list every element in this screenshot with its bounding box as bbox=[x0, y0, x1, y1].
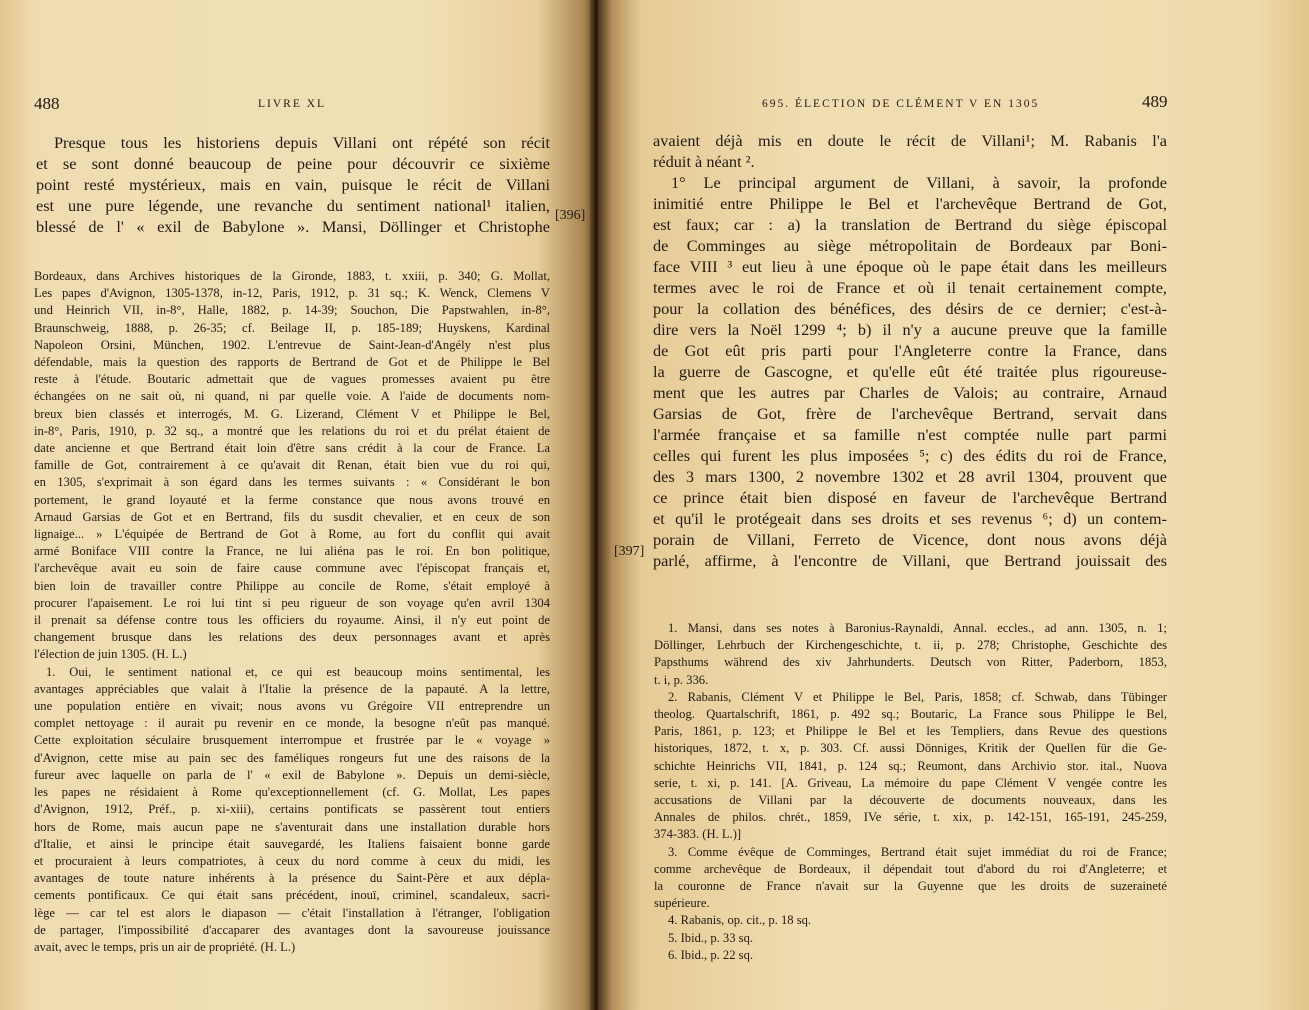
right-margin-number: [397] bbox=[614, 544, 645, 559]
text-line: blessé de l' « exil de Babylone ». Mansi, Döllinger et Christophe bbox=[36, 217, 550, 236]
note-line: échangées on ne sait où, ni quand, ni par quelle voie. A l'aide de documents nom- bbox=[34, 389, 550, 404]
text-line: porain de Villani, Ferreto de Vicence, dont nous avons déjà bbox=[653, 530, 1167, 549]
note-line: avantages de toute nature inhérents à la présence du Saint-Père et aux dépla- bbox=[34, 871, 550, 886]
text-line: pour la collation des bénéfices, des désirs de ce dernier; c'est-à- bbox=[653, 299, 1167, 318]
note-line: lignaige... » L'équipée de Bertrand de Got à Rome, au fort du conflit qui avait bbox=[34, 527, 550, 542]
text-line: dire vers la Noël 1299 ⁴; b) il n'y a aucune preuve que la famille bbox=[653, 320, 1167, 339]
note-line: avait, avec le temps, pris un air de propriété. (H. L.) bbox=[34, 939, 296, 954]
note-line: Arnaud Garsias de Got et en Bertrand, fils du susdit chevalier, et en ceux de son bbox=[34, 509, 550, 524]
note-line: l'archevêque avait eu soin de faire cause commune avec l'épiscopat français et, bbox=[34, 561, 550, 576]
note-line: portement, le grand loyauté et la ferme constance que nous avons trouvé en bbox=[34, 492, 550, 507]
text-line: point resté mystérieux, mais en vain, puisque le récit de Villani bbox=[36, 175, 550, 194]
text-line: réduit à néant ². bbox=[653, 152, 755, 171]
note-line: schichte Heinrichs VII, 1841, p. 124 sq.; Reumont, dans Archivio stor. ital., Nuova bbox=[654, 758, 1167, 773]
text-line: de Comminges au siège métropolitain de Bordeaux par Boni- bbox=[653, 236, 1167, 255]
note-line: famille de Got, contrairement à ce qu'avait dit Renan, était bien vue du roi qui, bbox=[34, 458, 550, 473]
note-line: 6. Ibid., p. 22 sq. bbox=[668, 947, 754, 962]
note-line: lège — car tel est alors le diapason — c'était l'installation à l'étranger, l'obligation bbox=[34, 905, 550, 920]
note-line: Napoleon Orsini, München, 1902. L'entrevue de Saint-Jean-d'Angély n'est plus bbox=[34, 337, 550, 352]
note-line: serie, t. xi, p. 141. [A. Griveau, La mémoire du pape Clément V vengée contre les bbox=[654, 775, 1167, 790]
note-line: t. i, p. 336. bbox=[654, 672, 709, 687]
right-page-number: 489 bbox=[1142, 92, 1168, 111]
text-line: Presque tous les historiens depuis Villani ont répété son récit bbox=[54, 133, 550, 152]
note-line: Cette exploitation séculaire brusquement interrompue et frustrée par le « voyage » bbox=[34, 733, 550, 748]
text-line: ce prince était bien disposé en faveur de l'archevêque Bertrand bbox=[653, 488, 1167, 507]
note-line: Papsthums während des xiv Jahrhunderts. Deutsch von Ritter, Paderborn, 1853, bbox=[654, 655, 1167, 670]
note-line: cements pontificaux. Ce qui était sans précédent, inouï, criminel, scandaleux, sacri- bbox=[34, 888, 550, 903]
note-line: et procuraient à leurs compatriotes, à ceux du nord comme à ceux du midi, les bbox=[34, 853, 550, 868]
text-line: des 3 mars 1300, 2 novembre 1302 et 28 avril 1304, prouvent que bbox=[653, 467, 1167, 486]
note-line: armé Boniface VIII contre la France, ne lui aliéna pas le roi. En bon politique, bbox=[34, 544, 550, 559]
left-footnotes bbox=[34, 268, 550, 956]
note-line: procurer l'apaisement. Le roi lui tint si peu rigueur de son voyage qu'en avril 1304 bbox=[34, 595, 550, 610]
right-page bbox=[598, 0, 1309, 1010]
note-line: la couronne de France n'avait sur la Guyenne que les droits de suzeraineté bbox=[654, 879, 1167, 894]
note-line: Les papes d'Avignon, 1305-1378, in-12, Paris, 1912, p. 31 sq.; K. Wenck, Clemens V bbox=[34, 286, 550, 301]
note-line: 4. Rabanis, op. cit., p. 18 sq. bbox=[668, 913, 812, 928]
right-running-head: 695. ÉLECTION DE CLÉMENT V EN 1305 bbox=[762, 98, 1040, 110]
left-margin-number: [396] bbox=[555, 208, 586, 223]
note-line: date ancienne et que Bertrand était loin d'être sans crédit à la cour de France. La bbox=[34, 441, 550, 456]
note-line: Annales de philos. chrét., 1859, IVe série, t. xix, p. 142-151, 165-191, 245-259, bbox=[654, 810, 1167, 825]
note-line: de partager, l'impossibilité d'accaparer des avantages dont la savoureuse jouissance bbox=[34, 922, 550, 937]
note-line: fureur avec laquelle on parla de l' « exil de Babylone ». Depuis un demi-siècle, bbox=[34, 767, 550, 782]
text-line: celles qui furent les plus imposées ⁵; c) des édits du roi de France, bbox=[653, 446, 1167, 465]
note-line: changement brusque dans les relations des deux personnages avant et après bbox=[34, 630, 550, 645]
note-line: 2. Rabanis, Clément V et Philippe le Bel, Paris, 1858; cf. Schwab, dans Tübinger bbox=[668, 689, 1167, 704]
left-page-number: 488 bbox=[34, 94, 60, 113]
note-line: und Heinrich VII, in-8°, Halle, 1882, p. 14-39; Souchon, Die Papstwahlen, in-8°, bbox=[34, 303, 550, 318]
text-line: de Got eût pris parti pour l'Angleterre contre la France, dans bbox=[653, 341, 1167, 360]
note-line: breux bien classés et interrogés, M. G. Lizerand, Clément V et Philippe le Bel, bbox=[34, 406, 550, 421]
note-line: l'élection de juin 1305. (H. L.) bbox=[34, 647, 187, 662]
right-footnotes bbox=[654, 620, 1167, 964]
note-line: il prenait sa défense contre tous les officiers du royaume. Ainsi, il n'y eut point de bbox=[34, 613, 550, 628]
note-line: d'Avignon, cette mise au pain sec des faméliques rongeurs fut une des raisons de la bbox=[34, 750, 550, 765]
note-line: Paris, 1861, p. 123; et Philippe le Bel et les Templiers, dans Revue des questions bbox=[654, 724, 1167, 739]
text-line: inimitié entre Philippe le Bel et l'archevêque Bertrand de Got, bbox=[653, 194, 1167, 213]
note-line: 1. Mansi, dans ses notes à Baronius-Raynaldi, Annal. eccles., ad ann. 1305, n. 1; bbox=[668, 621, 1167, 635]
note-line: les papes ne résidaient à Rome qu'exceptionnellement (cf. G. Mollat, Les papes bbox=[34, 785, 550, 800]
text-line: termes avec le roi de France et où il tenait certainement compte, bbox=[653, 278, 1167, 297]
text-line: et qu'il le protégeait dans ses droits et ses revenus ⁶; d) un contem- bbox=[653, 509, 1167, 528]
note-line: en 1305, s'exprimait à son égard dans les termes suivants : « Considérant le bon bbox=[34, 475, 550, 490]
note-line: une population entière en vivait; nous avons vu Grégoire VII entreprendre un bbox=[34, 699, 550, 714]
note-line: d'Avignon, 1912, Préf., p. xi-xiii), certains pontificats se passèrent tout entiers bbox=[34, 802, 550, 817]
note-line: Döllinger, Lehrbuch der Kirchengeschichte, t. ii, p. 278; Christophe, Geschichte des bbox=[654, 638, 1167, 653]
note-line: bien loin de travailler contre Philippe au concile de Rome, s'était employé à bbox=[34, 578, 550, 593]
note-line: reste à l'étude. Boutaric admettait que de vagues promesses avaient pu être bbox=[34, 372, 550, 387]
left-page bbox=[0, 0, 596, 1010]
text-line: et se sont donné beaucoup de peine pour découvrir ce sixième bbox=[36, 154, 550, 173]
note-line: theolog. Quartalschrift, 1861, p. 492 sq.; Boutaric, La France sous Philippe le Bel, bbox=[654, 707, 1167, 722]
note-line: supérieure. bbox=[654, 896, 710, 911]
note-line: avantages appréciables que valait à l'Italie la présence de la papauté. A la lettre, bbox=[34, 681, 550, 696]
text-line: est une pure légende, une revanche du sentiment national¹ italien, bbox=[36, 196, 550, 215]
text-line: 1° Le principal argument de Villani, à savoir, la profonde bbox=[671, 173, 1167, 192]
note-line: Braunschweig, 1888, p. 26-35; cf. Beilage II, p. 185-189; Huyskens, Kardinal bbox=[34, 320, 550, 335]
note-line: 374-383. (H. L.)] bbox=[654, 827, 742, 842]
note-line: accusations de Villani par la découverte de documents nouveaux, dans les bbox=[654, 793, 1167, 808]
note-line: Bordeaux, dans Archives historiques de la Gironde, 1883, t. xxiii, p. 340; G. Mollat, bbox=[34, 269, 550, 283]
note-line: 5. Ibid., p. 33 sq. bbox=[668, 930, 754, 945]
note-line: complet nettoyage : il aurait pu revenir en ce monde, la besogne n'eût pas manqué. bbox=[34, 716, 550, 731]
text-line: est faux; car : a) la translation de Bertrand du siège épiscopal bbox=[653, 215, 1167, 234]
text-line: la guerre de Gascogne, et qu'elle eût été traitée plus rigoureuse- bbox=[653, 362, 1167, 381]
note-line: 1. Oui, le sentiment national et, ce qui est beaucoup moins sentimental, les bbox=[46, 664, 550, 679]
text-line: Garsias de Got, frère de l'archevêque Bertrand, servait dans bbox=[653, 404, 1167, 423]
text-line: l'armée française et sa famille n'est comptée nulle part parmi bbox=[653, 425, 1167, 444]
note-line: d'Italie, et ainsi le principe était sauvegardé, les Italiens faisaient bonne garde bbox=[34, 836, 550, 851]
left-running-head: LIVRE XL bbox=[258, 98, 327, 110]
note-line: historiques, 1872, t. x, p. 303. Cf. aussi Dönniges, Kritik der Quellen für die Ge- bbox=[654, 741, 1167, 756]
right-main-text bbox=[653, 130, 1167, 571]
note-line: in-8°, Paris, 1910, p. 32 sq., a montré que les relations du roi et du prélat étaient de bbox=[34, 423, 550, 438]
note-line: défendable, mais la question des rapports de Bertrand de Got et de Philippe le Bel bbox=[34, 355, 550, 370]
text-line: parlé, affirme, à l'encontre de Villani, que Bertrand jouissait des bbox=[653, 551, 1167, 570]
left-main-text bbox=[36, 132, 550, 237]
text-line: avaient déjà mis en doute le récit de Villani¹; M. Rabanis l'a bbox=[653, 131, 1167, 150]
note-line: comme archevêque de Bordeaux, il dépendait tout d'abord du roi d'Angleterre; et bbox=[654, 861, 1167, 876]
note-line: 3. Comme évêque de Comminges, Bertrand était sujet immédiat du roi de France; bbox=[668, 844, 1167, 859]
text-line: ment que les autres par Charles de Valois; au contraire, Arnaud bbox=[653, 383, 1167, 402]
text-line: face VIII ³ eut lieu à une époque où le pape était dans les meilleurs bbox=[653, 257, 1167, 276]
note-line: hors de Rome, mais aucun pape ne s'aventurait dans une installation durable hors bbox=[34, 819, 550, 834]
